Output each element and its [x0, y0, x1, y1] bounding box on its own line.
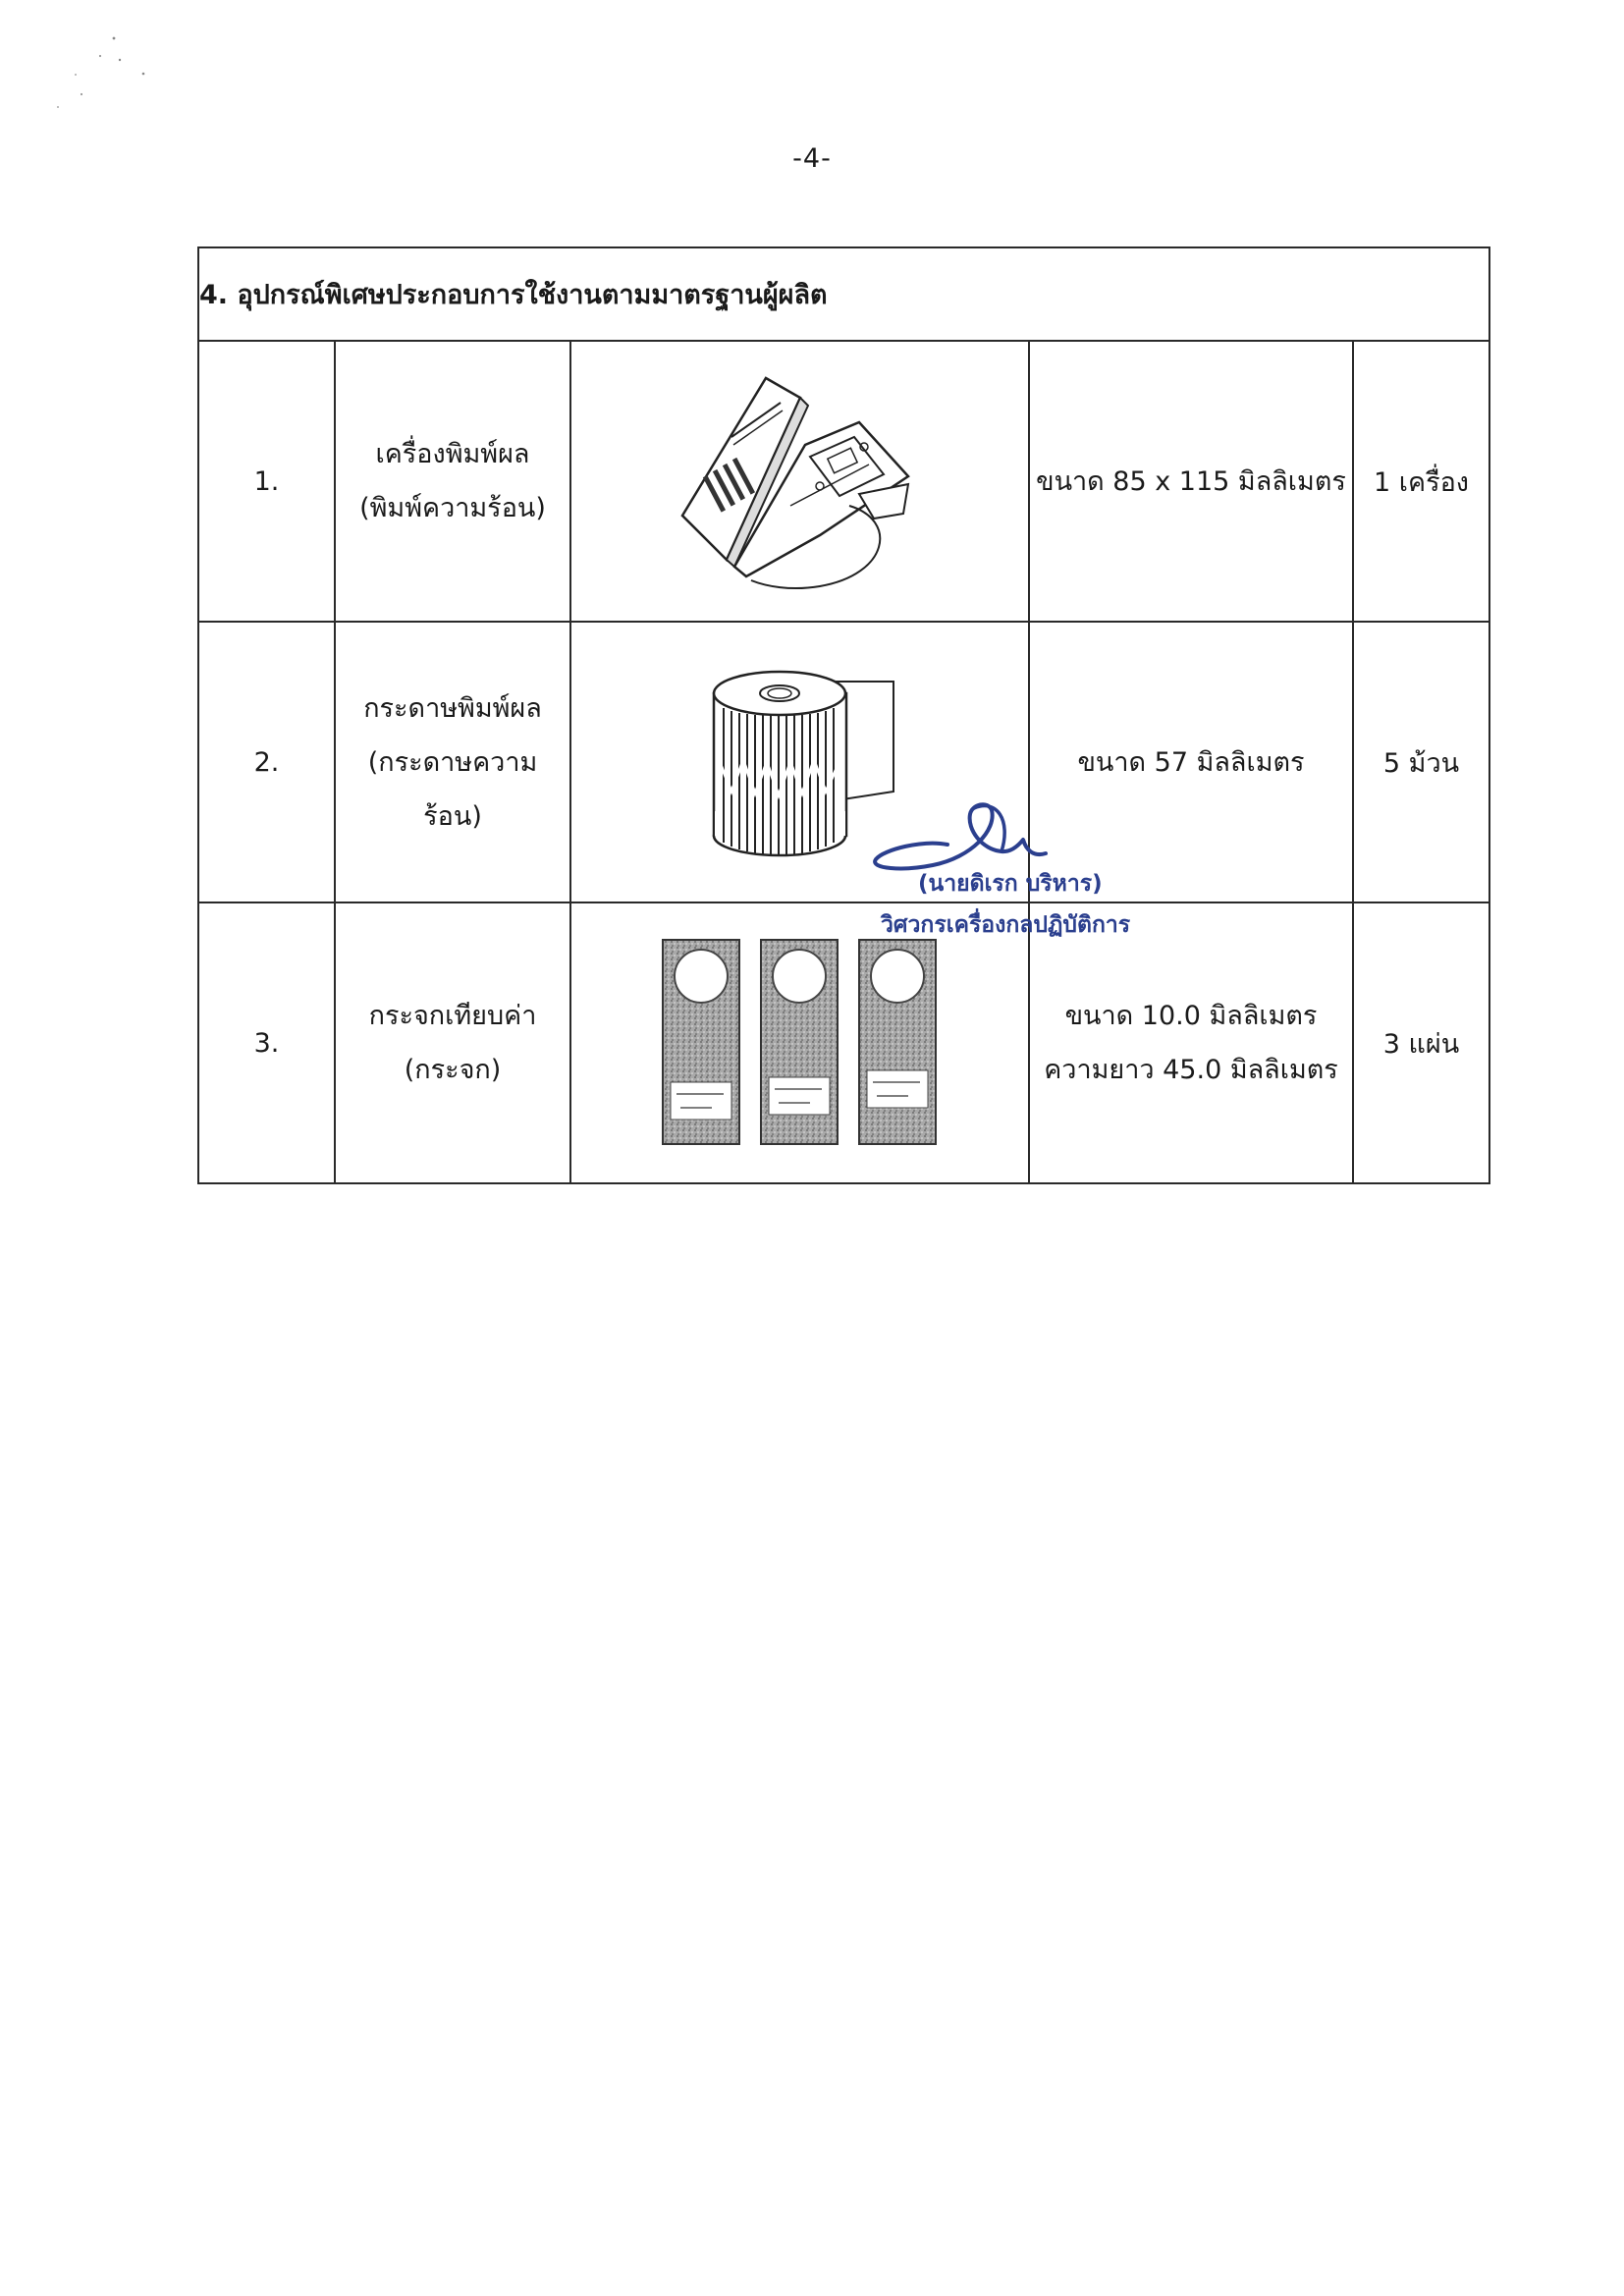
signer-name: (นายดิเรก บริหาร) [918, 871, 1103, 897]
signer-title: วิศวกรเครื่องกลปฏิบัติการ [881, 912, 1131, 938]
scan-specks [49, 29, 157, 118]
table-row [198, 341, 1489, 622]
item-number: 2. [198, 622, 335, 902]
equipment-table [197, 246, 1490, 1184]
glass-slide-1 [663, 940, 739, 1144]
item-spec-line: ขนาด 57 มิลลิเมตร [1077, 746, 1305, 778]
item-number: 3. [198, 902, 335, 1183]
item-name-line: (กระจก) [404, 1055, 502, 1085]
item-spec [1029, 341, 1353, 622]
item-name-line: (พิมพ์ความร้อน) [359, 493, 546, 523]
calibration-glass-illustration [653, 935, 947, 1151]
item-name [335, 902, 570, 1183]
item-name-line: กระจกเทียบค่า [368, 1001, 537, 1031]
item-quantity: 3 แผ่น [1353, 902, 1489, 1183]
page-number: -4- [792, 143, 832, 174]
thermal-printer-illustration [673, 358, 928, 604]
item-quantity: 1 เครื่อง [1353, 341, 1489, 622]
item-spec-line: ขนาด 85 x 115 มิลลิเมตร [1036, 465, 1346, 497]
item-name-line: ร้อน) [423, 800, 482, 832]
item-spec-line: ความยาว 45.0 มิลลิเมตร [1044, 1055, 1338, 1085]
item-name-line: กระดาษพิมพ์ผล [363, 692, 542, 724]
item-quantity: 5 ม้วน [1353, 622, 1489, 902]
item-name [335, 341, 570, 622]
table-row [198, 622, 1489, 902]
glass-slide-3 [859, 940, 936, 1144]
table-row [198, 902, 1489, 1183]
item-spec-line: ขนาด 10.0 มิลลิเมตร [1064, 1001, 1318, 1031]
item-number: 1. [198, 341, 335, 622]
item-name-line: เครื่องพิมพ์ผล [375, 439, 530, 469]
item-name-line: (กระดาษความ [367, 746, 538, 778]
glass-slide-2 [761, 940, 838, 1144]
item-image-cell [570, 341, 1029, 622]
section-header-row [198, 247, 1489, 341]
section-title: 4. อุปกรณ์พิเศษประกอบการใช้งานตามมาตรฐานผู้ผลิต [198, 247, 1489, 341]
item-name [335, 622, 570, 902]
